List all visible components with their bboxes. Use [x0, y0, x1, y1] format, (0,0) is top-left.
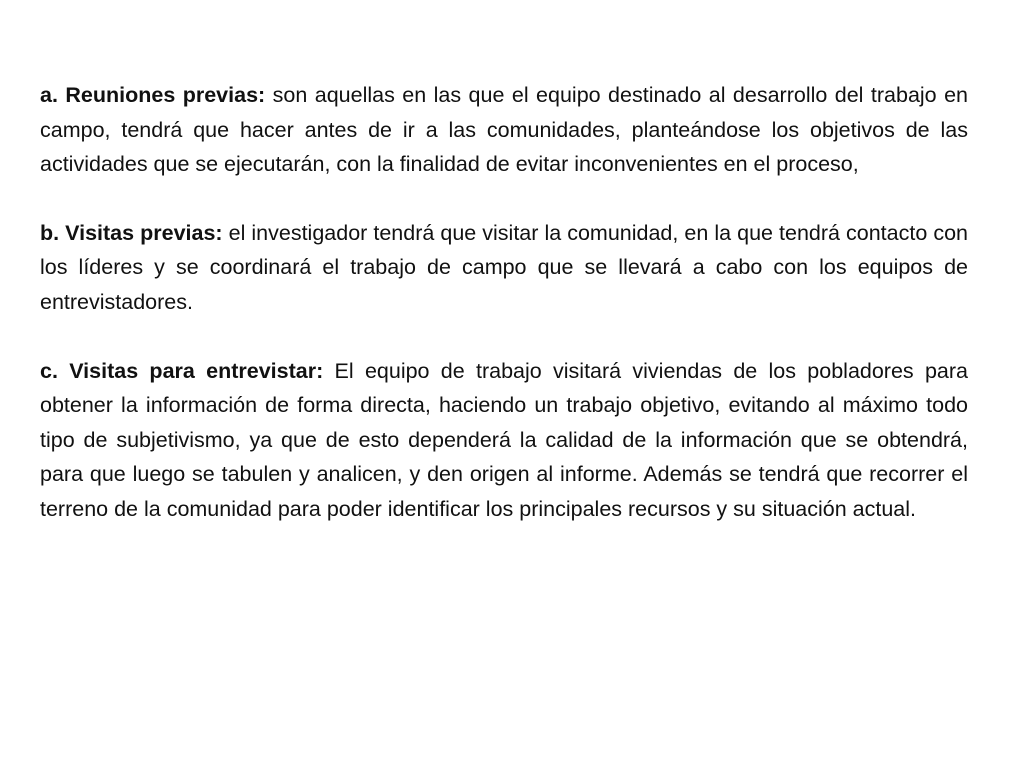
paragraph-lead: b. Visitas previas: — [40, 220, 223, 245]
paragraph-body: el investigador tendrá que visitar la comunidad, en la que tendrá contacto con los líderes y se coordinará el trabajo de campo que se llevará a cabo con los equipos de entrevistadores. — [40, 220, 968, 314]
paragraph-lead: c. Visitas para entrevistar: — [40, 358, 324, 383]
paragraph-lead: a. Reuniones previas: — [40, 83, 266, 107]
paragraph-body: El equipo de trabajo visitará viviendas de los pobladores para obtener la información de forma directa, haciendo un trabajo objetivo, evitando al máximo todo tipo de subjetivismo, ya que de esto dependerá la calidad de la información que se obtendrá, para que luego se tabulen y analicen, y den origen al informe. Además se tendrá que recorrer el terreno de la comunidad para poder identificar los principales recursos y su situación actual. — [40, 358, 968, 521]
paragraph-visitas-para-entrevistar — [40, 354, 968, 527]
paragraph-visitas-previas — [40, 216, 968, 320]
paragraph-reuniones-previas — [40, 78, 968, 182]
paragraph-body: son aquellas en las que el equipo destinado al desarrollo del trabajo en campo, tendrá que hacer antes de ir a las comunidades, planteándose los objetivos de las actividades que se ejecutarán, con la finalidad de evitar inconvenientes en el proceso, — [40, 83, 968, 177]
